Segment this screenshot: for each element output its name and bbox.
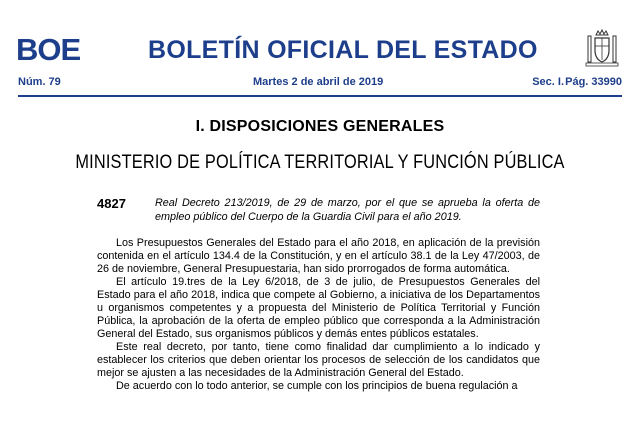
- issue-number: Núm. 79: [18, 76, 61, 88]
- paragraph: Los Presupuestos Generales del Estado para el año 2018, en aplicación de la previsión contenida en el artículo 134.4 de la Constitución, y en el artículo 38.1 de la Ley 47/2003, de 26 de noviembre, General Presupuestaria, han sido prorrogados de forma automática.: [97, 237, 540, 275]
- paragraph: De acuerdo con lo todo anterior, se cumple con los principios de buena regulación a: [116, 380, 518, 392]
- disposition-title: Real Decreto 213/2019, de 29 de marzo, por el que se aprueba la oferta de empleo público del Cuerpo de la Guardia Civil para el año 2019.: [155, 197, 540, 223]
- paragraph: El artículo 19.tres de la Ley 6/2018, de 3 de julio, de Presupuestos Generales del Estado para el año 2018, indica que compete al Gobierno, a iniciativa de los Departamentos u organismos competentes y a propuesta del Ministerio de Política Territorial y Función Pública, la aprobación de la oferta de empleo público que corresponda a la Administración General del Estado, sus organismos públicos y demás entes públicos estatales.: [97, 276, 540, 340]
- page-number: Pág. 33990: [565, 76, 622, 88]
- section-label: Sec. I.: [532, 76, 564, 88]
- document-body: [97, 237, 540, 393]
- gazette-title: BOLETÍN OFICIAL DEL ESTADO: [148, 36, 538, 64]
- issue-date: Martes 2 de abril de 2019: [253, 76, 384, 88]
- issue-info-row: [18, 76, 622, 92]
- section-heading: I. DISPOSICIONES GENERALES: [195, 118, 445, 135]
- header-divider: [18, 95, 622, 97]
- coat-of-arms-icon: [584, 28, 620, 68]
- page-header: [0, 0, 640, 88]
- svg-text:BOE: BOE: [16, 33, 81, 63]
- paragraph: Este real decreto, por tanto, tiene como finalidad dar cumplimiento a lo indicado y establecer los criterios que deben orientar los procesos de selección de los candidatos que mejor se ajusten a las necesidades de la Administración General del Estado.: [97, 341, 540, 379]
- disposition-number: 4827: [97, 196, 126, 211]
- boe-logo: [16, 33, 88, 63]
- ministry-heading: MINISTERIO DE POLÍTICA TERRITORIAL Y FUNCIÓN PÚBLICA: [75, 152, 565, 173]
